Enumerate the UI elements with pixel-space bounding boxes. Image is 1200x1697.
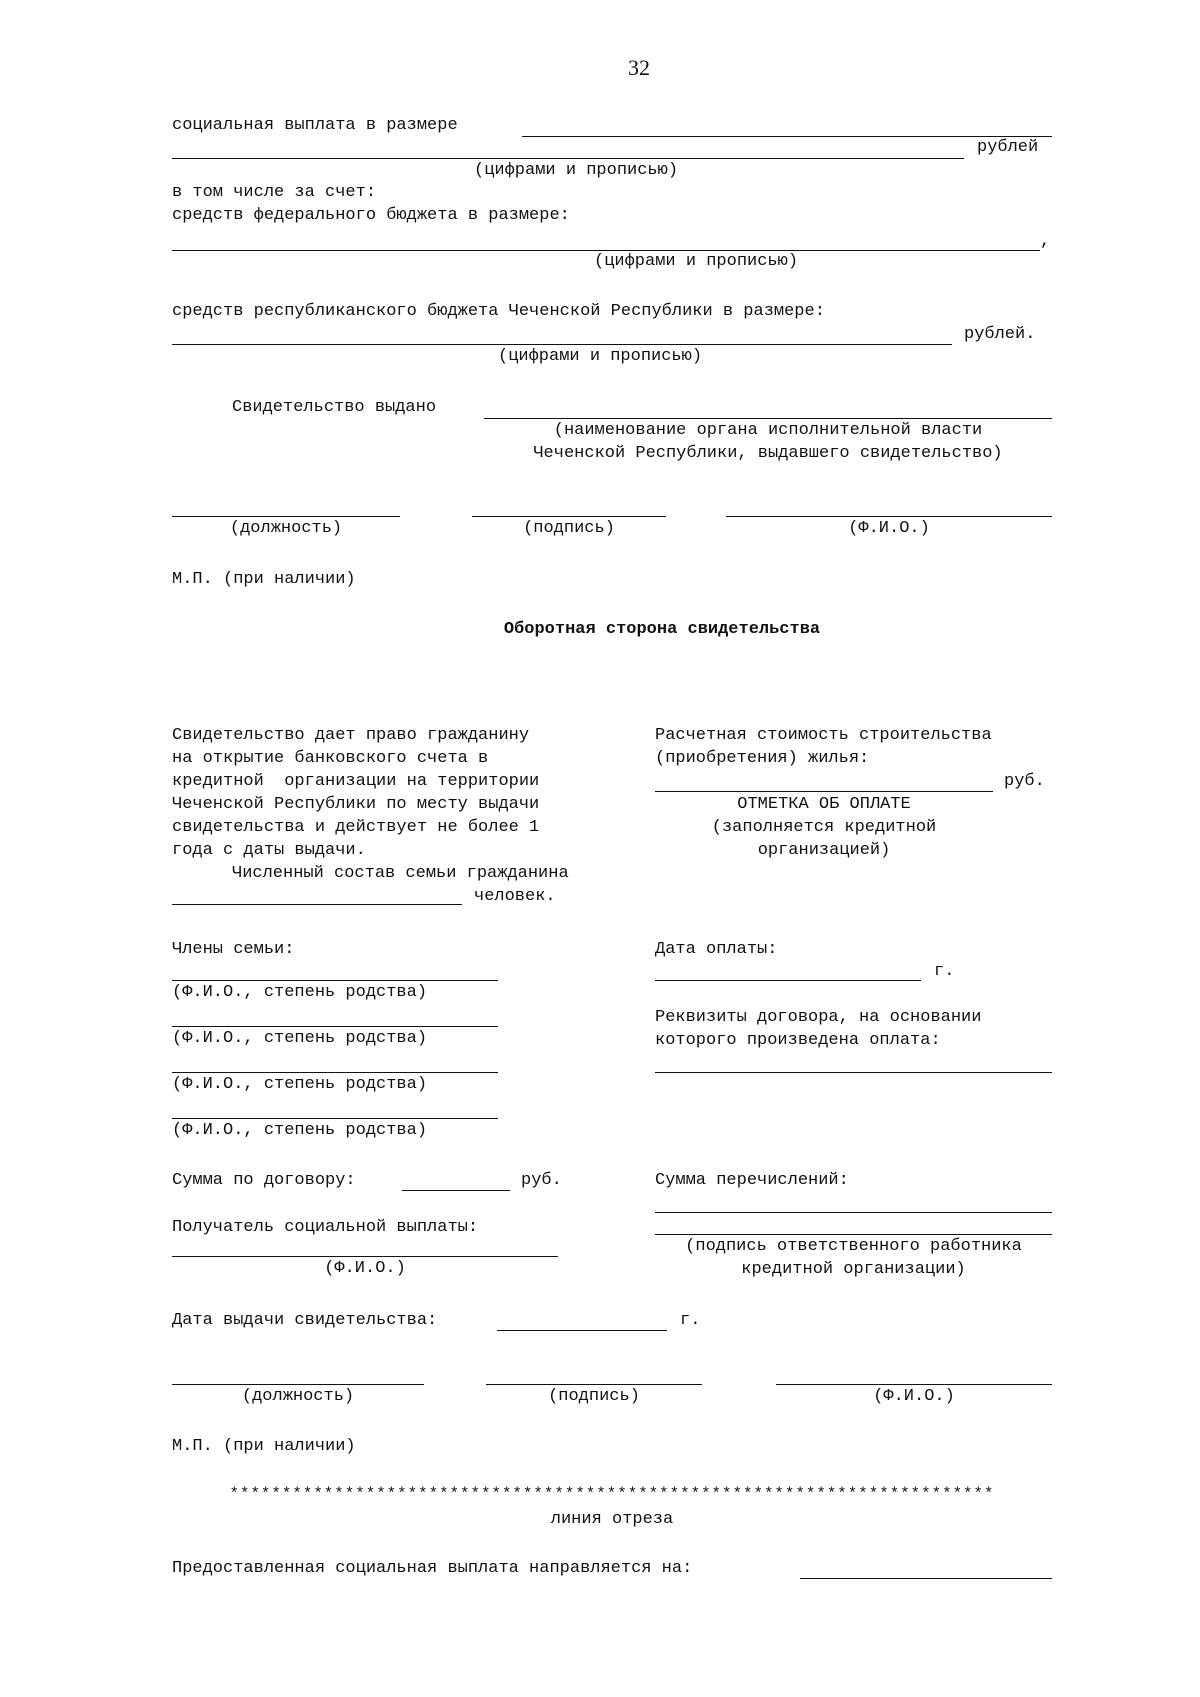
issuer-line[interactable] [484,418,1052,419]
cut-line-label: линия отреза [550,1510,674,1529]
position-line[interactable] [172,1384,424,1385]
family-member-caption: (Ф.И.О., степень родства) [172,1075,428,1094]
signature-line[interactable] [472,516,666,517]
bank-signature-caption-2: кредитной организации) [741,1260,966,1279]
position-caption: (должность) [241,1387,355,1406]
position-line[interactable] [172,516,400,517]
reverse-side-heading: Оборотная сторона свидетельства [503,620,821,639]
contract-sum-rub: руб. [521,1171,562,1190]
family-size-line[interactable] [172,904,462,905]
payment-mark-title: ОТМЕТКА ОБ ОПЛАТЕ [737,795,911,814]
contract-sum-label: Сумма по договору: [172,1171,356,1190]
issue-date-year: г. [680,1311,701,1330]
housing-cost-line[interactable] [655,791,993,792]
persons-label: человек. [474,887,556,906]
left-paragraph-line: свидетельства и действует не более 1 [172,818,540,837]
bank-signature-line[interactable] [655,1234,1052,1235]
including-label: в том числе за счет: [172,183,377,202]
left-paragraph-line: Свидетельство дает право гражданину [172,726,530,745]
digits-words-caption-1: (цифрами и прописью) [474,161,679,180]
digits-words-caption-3: (цифрами и прописью) [498,347,703,366]
payment-mark-subtitle-1: (заполняется кредитной [711,818,937,837]
fio-line[interactable] [776,1384,1052,1385]
family-member-line[interactable] [172,1118,498,1119]
housing-cost-label-1: Расчетная стоимость строительства [655,726,992,745]
issuer-caption-2: Чеченской Республики, выдавшего свидетельство) [533,444,1003,463]
fio-line[interactable] [726,516,1052,517]
fio-caption: (Ф.И.О.) [873,1387,955,1406]
rubles-dot-label: рублей. [964,325,1036,344]
contract-details-label-2: которого произведена оплата: [655,1031,941,1050]
federal-budget-label: средств федерального бюджета в размере: [172,206,570,225]
bank-signature-caption-1: (подпись ответственного работника [685,1237,1022,1256]
payment-date-line[interactable] [655,980,921,981]
left-paragraph-line: Чеченской Республики по месту выдачи [172,795,540,814]
seal-label: М.П. (при наличии) [172,570,356,589]
position-caption: (должность) [229,519,343,538]
payment-date-label: Дата оплаты: [655,940,778,959]
recipient-line[interactable] [172,1256,558,1257]
issue-date-label: Дата выдачи свидетельства: [172,1311,438,1330]
payment-date-year: г. [934,962,955,981]
family-member-caption: (Ф.И.О., степень родства) [172,983,428,1002]
issuer-caption-1: (наименование органа исполнительной власти [553,421,983,440]
signature-line[interactable] [486,1384,702,1385]
certificate-issued-label: Свидетельство выдано [232,398,437,417]
housing-cost-label-2: (приобретения) жилья: [655,749,870,768]
seal-label: М.П. (при наличии) [172,1437,356,1456]
contract-sum-line[interactable] [402,1190,510,1191]
left-paragraph-line: года с даты выдачи. [172,841,366,860]
family-members-label: Члены семьи: [172,940,295,959]
family-member-line[interactable] [172,1026,498,1027]
republic-budget-label: средств республиканского бюджета Чеченской Республики в размере: [172,302,825,321]
payment-direction-label: Предоставленная социальная выплата направляется на: [172,1559,693,1578]
contract-details-label-1: Реквизиты договора, на основании [655,1008,982,1027]
family-member-line[interactable] [172,980,498,981]
signature-caption: (подпись) [523,519,615,538]
social-payment-amount-line[interactable] [522,136,1052,137]
federal-amount-line[interactable] [172,250,1040,251]
rubles-label: рублей [977,138,1039,157]
republic-amount-line[interactable] [172,344,952,345]
rub-label: руб. [1004,772,1045,791]
transfer-sum-label: Сумма перечислений: [655,1171,849,1190]
comma: , [1040,232,1051,251]
family-member-caption: (Ф.И.О., степень родства) [172,1029,428,1048]
family-member-caption: (Ф.И.О., степень родства) [172,1121,428,1140]
transfer-sum-line[interactable] [655,1212,1052,1213]
family-member-line[interactable] [172,1072,498,1073]
social-payment-label: социальная выплата в размере [172,116,458,135]
payment-mark-subtitle-2: организацией) [757,841,891,860]
issue-date-line[interactable] [497,1330,667,1331]
page-number: 32 [628,55,650,80]
contract-details-line[interactable] [655,1072,1052,1073]
fio-caption: (Ф.И.О.) [848,519,930,538]
signature-caption: (подпись) [548,1387,640,1406]
left-paragraph-line: на открытие банковского счета в [172,749,489,768]
recipient-fio-caption: (Ф.И.О.) [324,1259,406,1278]
cut-line-stars: ************************************************************************* [229,1485,995,1503]
digits-words-caption-2: (цифрами и прописью) [594,252,799,271]
payment-direction-line[interactable] [800,1578,1052,1579]
left-paragraph-line: кредитной организации на территории [172,772,540,791]
recipient-label: Получатель социальной выплаты: [172,1218,479,1237]
family-size-label: Численный состав семьи гражданина [232,864,569,883]
social-payment-amount-line-2[interactable] [172,158,964,159]
